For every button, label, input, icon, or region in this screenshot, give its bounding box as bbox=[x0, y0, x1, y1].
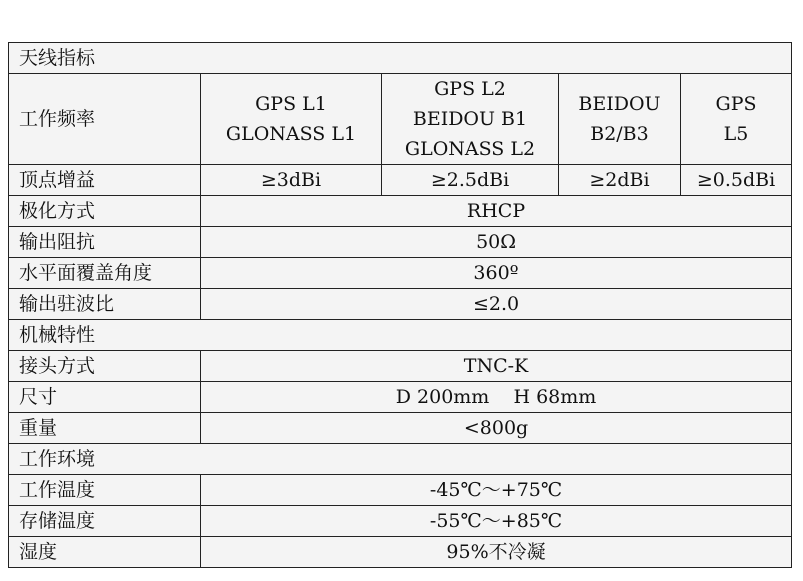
spec-table bbox=[8, 42, 792, 568]
freq-cell-3-line-1: BEIDOU bbox=[578, 93, 661, 115]
table-row-polarization bbox=[9, 196, 792, 227]
freq-cell-1-line-2: GLONASS L1 bbox=[225, 123, 357, 145]
row-label-humidity: 湿度 bbox=[9, 537, 201, 568]
spec-table-container bbox=[8, 42, 791, 568]
freq-cell-2-line-3: GLONASS L2 bbox=[404, 138, 536, 160]
table-row-connector bbox=[9, 351, 792, 382]
freq-cell-2-line-2: BEIDOU B1 bbox=[412, 108, 528, 130]
row-value-humidity: 95%不冷凝 bbox=[201, 537, 792, 568]
section-title-environment: 工作环境 bbox=[9, 444, 792, 475]
section-row-antenna bbox=[9, 43, 792, 74]
section-title-antenna: 天线指标 bbox=[9, 43, 792, 74]
row-label-weight: 重量 bbox=[9, 413, 201, 444]
table-row-storage-temp bbox=[9, 506, 792, 537]
row-value-polarization: RHCP bbox=[201, 196, 792, 227]
row-label-impedance: 输出阻抗 bbox=[9, 227, 201, 258]
section-row-mechanical bbox=[9, 320, 792, 351]
row-value-connector: TNC-K bbox=[201, 351, 792, 382]
row-label-operating-temp: 工作温度 bbox=[9, 475, 201, 506]
row-value-size: D 200mm H 68mm bbox=[201, 382, 792, 413]
freq-cell-2 bbox=[382, 74, 559, 165]
row-label-coverage: 水平面覆盖角度 bbox=[9, 258, 201, 289]
row-label-polarization: 极化方式 bbox=[9, 196, 201, 227]
row-label-frequency: 工作频率 bbox=[9, 74, 201, 165]
row-value-weight: <800g bbox=[201, 413, 792, 444]
table-row-gain bbox=[9, 165, 792, 196]
freq-cell-4-line-2: L5 bbox=[723, 123, 749, 145]
row-label-connector: 接头方式 bbox=[9, 351, 201, 382]
freq-cell-3 bbox=[559, 74, 681, 165]
row-value-coverage: 360º bbox=[201, 258, 792, 289]
freq-cell-1-line-1: GPS L1 bbox=[255, 93, 327, 115]
table-row-coverage bbox=[9, 258, 792, 289]
gain-value-3: ≥2dBi bbox=[559, 165, 681, 196]
gain-value-2: ≥2.5dBi bbox=[382, 165, 559, 196]
table-row-frequency bbox=[9, 74, 792, 165]
table-row-vswr bbox=[9, 289, 792, 320]
row-value-impedance: 50Ω bbox=[201, 227, 792, 258]
table-row-operating-temp bbox=[9, 475, 792, 506]
section-row-environment bbox=[9, 444, 792, 475]
section-title-mechanical: 机械特性 bbox=[9, 320, 792, 351]
gain-value-1: ≥3dBi bbox=[201, 165, 382, 196]
table-row-weight bbox=[9, 413, 792, 444]
row-value-storage-temp: -55℃～+85℃ bbox=[201, 506, 792, 537]
row-label-vswr: 输出驻波比 bbox=[9, 289, 201, 320]
table-row-size bbox=[9, 382, 792, 413]
row-label-size: 尺寸 bbox=[9, 382, 201, 413]
freq-cell-3-line-2: B2/B3 bbox=[590, 123, 649, 145]
row-label-gain: 顶点增益 bbox=[9, 165, 201, 196]
freq-cell-2-line-1: GPS L2 bbox=[434, 78, 506, 100]
gain-value-4: ≥0.5dBi bbox=[681, 165, 792, 196]
freq-cell-4-line-1: GPS bbox=[715, 93, 757, 115]
row-label-storage-temp: 存储温度 bbox=[9, 506, 201, 537]
freq-cell-4 bbox=[681, 74, 792, 165]
table-row-humidity bbox=[9, 537, 792, 568]
row-value-operating-temp: -45℃～+75℃ bbox=[201, 475, 792, 506]
row-value-vswr: ≤2.0 bbox=[201, 289, 792, 320]
table-row-impedance bbox=[9, 227, 792, 258]
freq-cell-1 bbox=[201, 74, 382, 165]
